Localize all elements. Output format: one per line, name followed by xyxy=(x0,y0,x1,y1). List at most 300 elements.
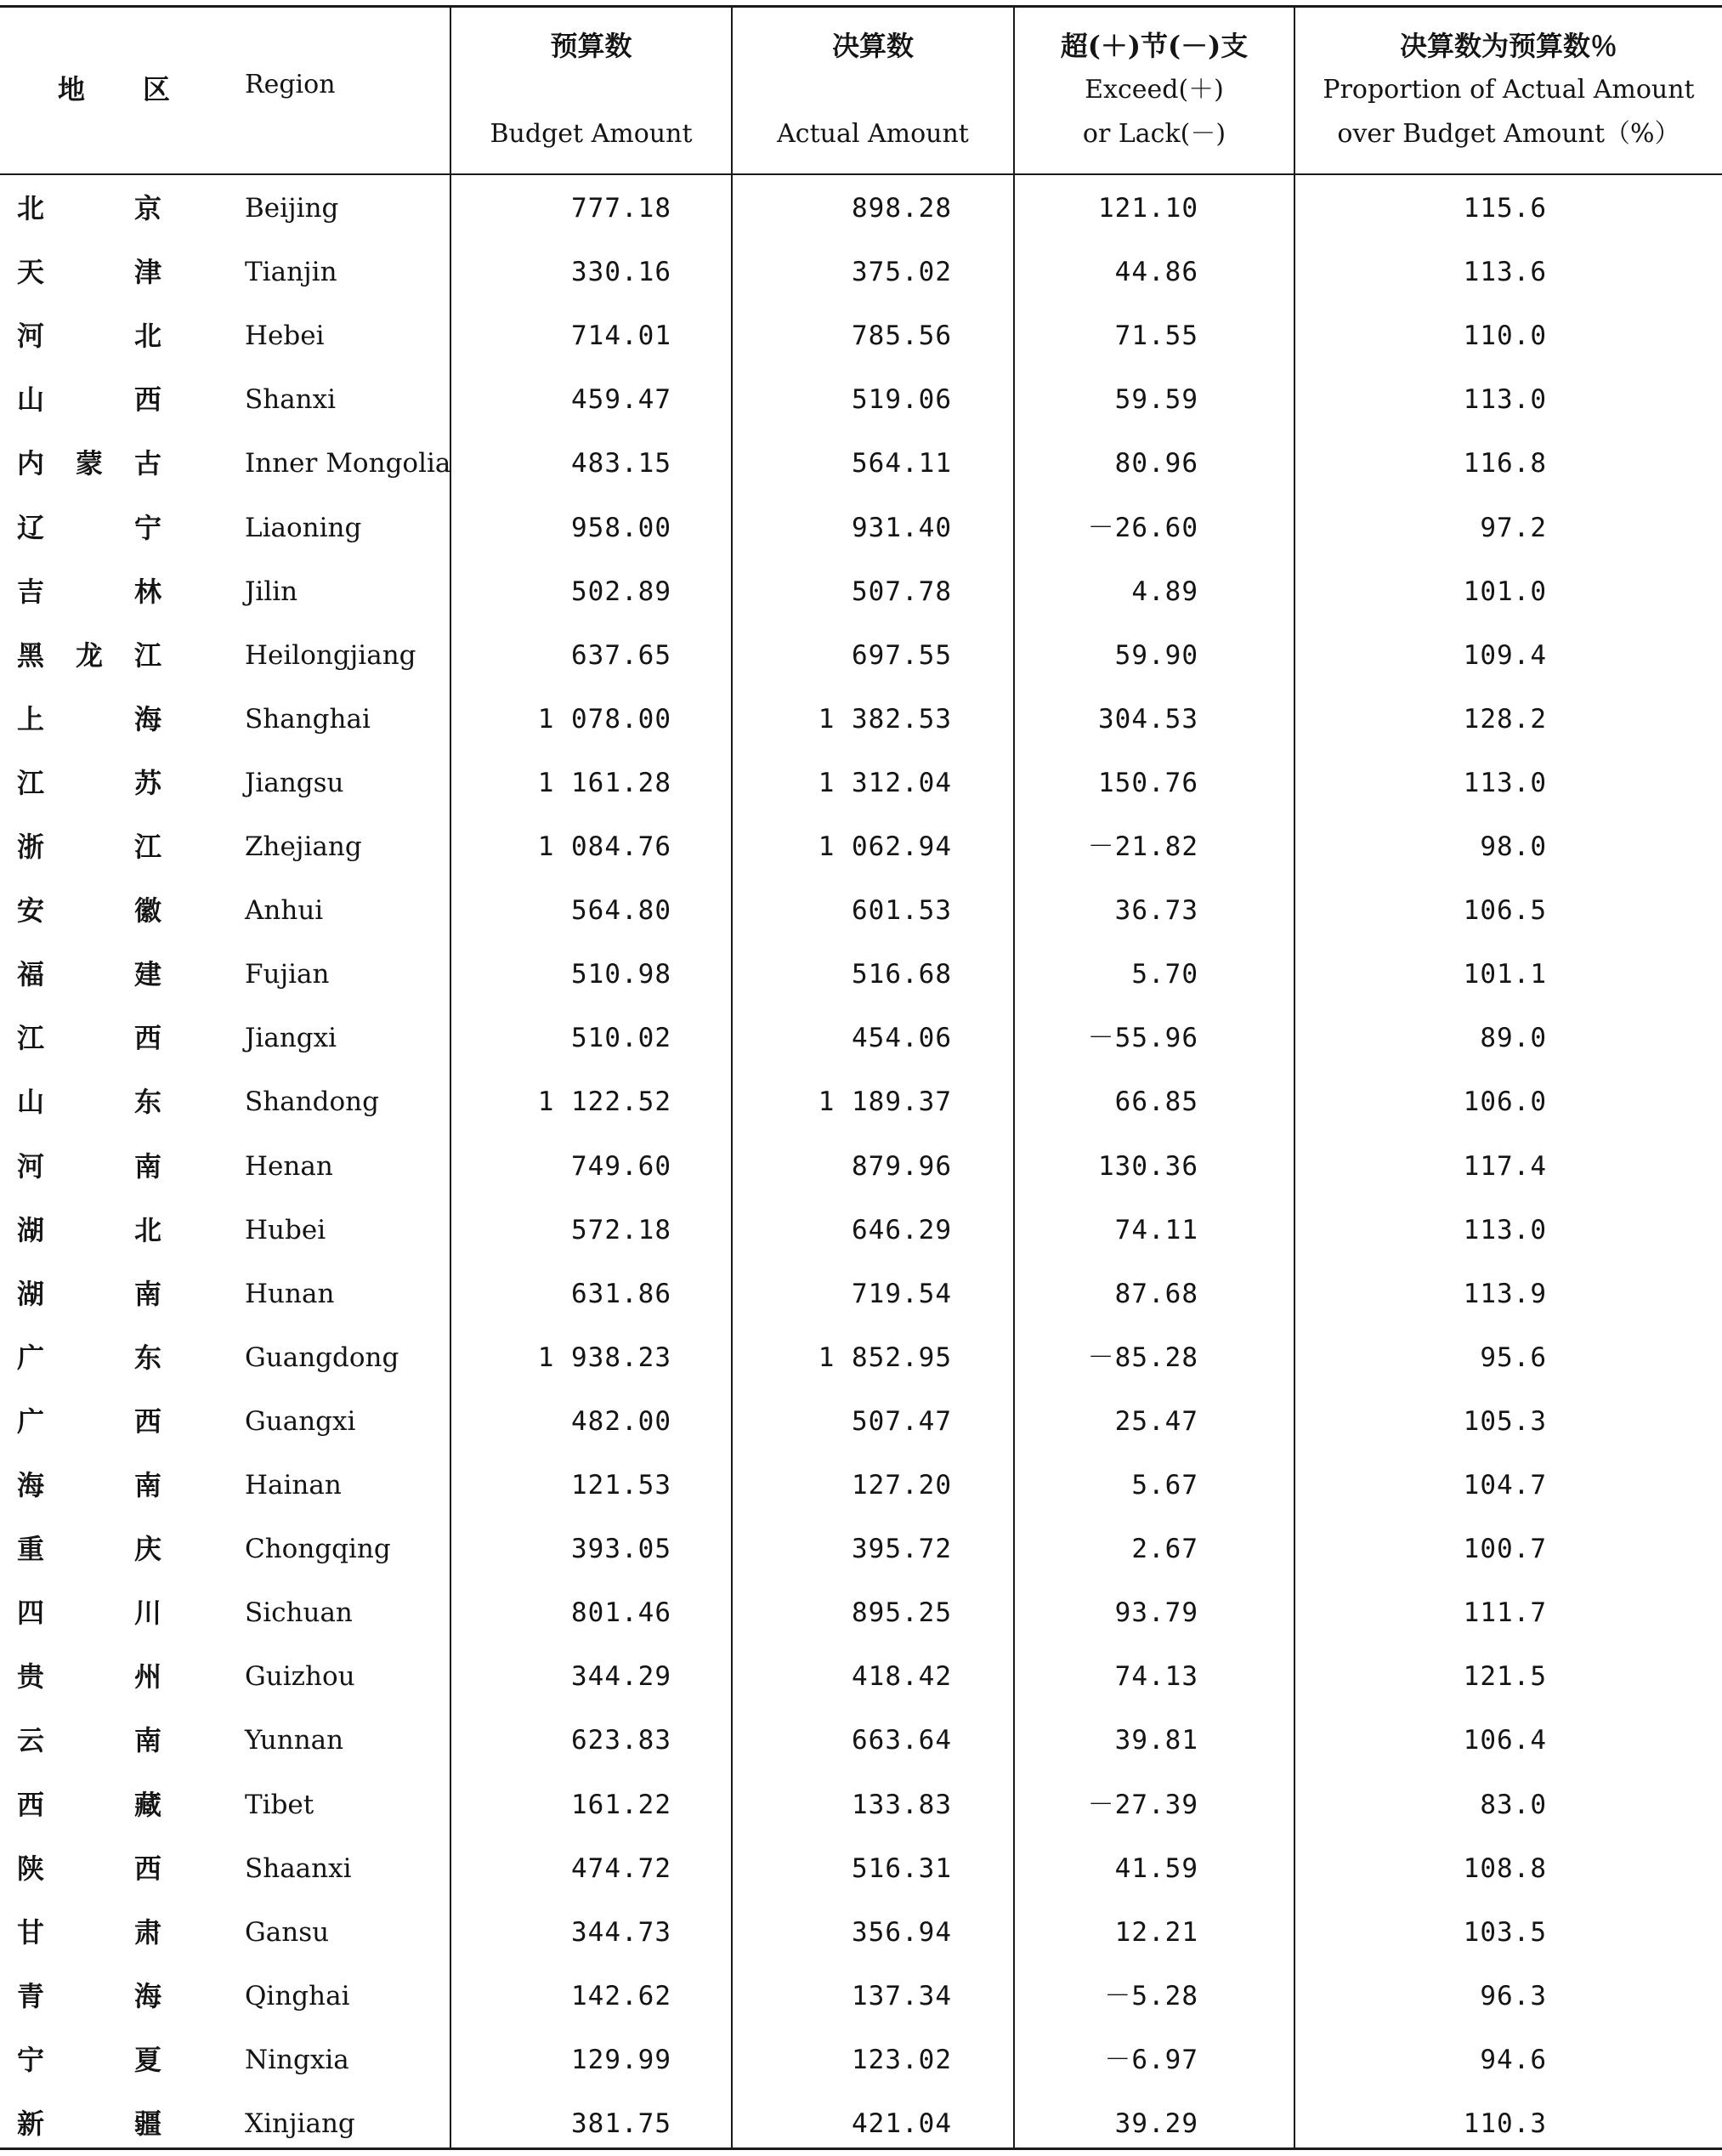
region-name-en: Tianjin xyxy=(245,257,337,288)
actual-amount: 646.29 xyxy=(852,1214,952,1245)
actual-over-budget-percent: 108.8 xyxy=(1463,1852,1547,1884)
table-row xyxy=(0,815,1722,879)
difference-amount: 36.73 xyxy=(1114,895,1198,927)
region-name-zh xyxy=(17,1645,161,1709)
region-name-en: Hainan xyxy=(245,1470,342,1501)
table-row xyxy=(0,1454,1722,1518)
region-name-zh xyxy=(17,1709,161,1773)
actual-over-budget-percent: 106.5 xyxy=(1463,895,1547,927)
budget-amount: 161.22 xyxy=(571,1789,671,1820)
budget-amount: 474.72 xyxy=(571,1852,671,1884)
actual-amount: 898.28 xyxy=(852,193,952,224)
actual-over-budget-percent: 100.7 xyxy=(1463,1534,1547,1565)
actual-over-budget-percent: 83.0 xyxy=(1480,1789,1547,1820)
region-name-zh xyxy=(17,1135,161,1199)
region-name-zh-char: 西 xyxy=(133,1404,161,1438)
region-name-zh-char: 西 xyxy=(133,1022,161,1055)
region-name-zh-char: 东 xyxy=(133,1341,161,1374)
difference-amount: －26.60 xyxy=(1087,512,1198,543)
header-budget xyxy=(451,24,731,156)
region-name-zh xyxy=(17,304,161,368)
budget-amount: 393.05 xyxy=(571,1534,671,1565)
region-name-zh-char: 东 xyxy=(133,1086,161,1119)
actual-amount: 895.25 xyxy=(852,1597,952,1629)
region-name-zh-char: 南 xyxy=(133,1724,161,1757)
region-name-en: Tibet xyxy=(245,1789,314,1820)
table-row xyxy=(0,1326,1722,1390)
region-name-zh-char: 安 xyxy=(17,894,45,928)
budget-amount: 958.00 xyxy=(571,512,671,543)
actual-over-budget-percent: 106.0 xyxy=(1463,1087,1547,1118)
region-name-zh-char: 新 xyxy=(17,2108,45,2140)
actual-over-budget-percent: 104.7 xyxy=(1463,1470,1547,1501)
region-name-zh-char: 广 xyxy=(17,1404,45,1438)
actual-amount: 418.42 xyxy=(852,1661,952,1693)
actual-amount: 697.55 xyxy=(852,639,952,671)
region-name-zh xyxy=(17,177,161,241)
difference-amount: 4.89 xyxy=(1131,576,1198,607)
region-name-en: Fujian xyxy=(245,959,330,990)
region-name-zh xyxy=(17,432,161,496)
header-budget-zh: 预算数 xyxy=(550,30,632,62)
region-name-zh-char: 津 xyxy=(133,256,161,289)
budget-amount: 142.62 xyxy=(571,1980,671,2011)
region-name-zh-char: 江 xyxy=(17,766,45,799)
difference-amount: 66.85 xyxy=(1114,1087,1198,1118)
region-name-zh xyxy=(17,1262,161,1326)
table-row xyxy=(0,368,1722,432)
header-bottom-rule xyxy=(0,173,1722,175)
header-actual-en: Actual Amount xyxy=(777,119,969,149)
actual-over-budget-percent: 117.4 xyxy=(1463,1150,1547,1182)
region-name-zh xyxy=(17,241,161,304)
difference-amount: 25.47 xyxy=(1114,1405,1198,1437)
table-row xyxy=(0,496,1722,560)
region-name-zh-char: 吉 xyxy=(17,575,45,608)
table-top-rule xyxy=(0,5,1722,8)
region-name-zh-char: 宁 xyxy=(133,511,161,544)
budget-amount: 1 078.00 xyxy=(537,703,671,735)
budget-amount: 381.75 xyxy=(571,2108,671,2139)
difference-amount: 304.53 xyxy=(1098,703,1198,735)
difference-amount: 71.55 xyxy=(1114,321,1198,352)
header-region-en: Region xyxy=(245,70,336,99)
table-row xyxy=(0,1262,1722,1326)
region-name-zh xyxy=(17,2028,161,2092)
actual-over-budget-percent: 111.7 xyxy=(1463,1597,1547,1629)
header-actual xyxy=(733,24,1013,156)
actual-amount: 375.02 xyxy=(852,257,952,288)
difference-amount: 150.76 xyxy=(1098,767,1198,798)
difference-amount: －85.28 xyxy=(1087,1342,1198,1373)
actual-over-budget-percent: 98.0 xyxy=(1480,831,1547,862)
actual-over-budget-percent: 113.6 xyxy=(1463,257,1547,288)
actual-amount: 454.06 xyxy=(852,1023,952,1054)
region-name-en: Hunan xyxy=(245,1278,335,1309)
region-name-zh-char: 京 xyxy=(133,192,161,224)
region-name-zh-char: 内 xyxy=(17,447,45,480)
region-name-en: Shanghai xyxy=(245,703,371,735)
difference-amount: 59.90 xyxy=(1114,639,1198,671)
actual-over-budget-percent: 101.1 xyxy=(1463,959,1547,990)
budget-amount: 483.15 xyxy=(571,448,671,479)
header-percentage xyxy=(1295,24,1722,156)
region-name-zh xyxy=(17,943,161,1007)
actual-over-budget-percent: 113.0 xyxy=(1463,384,1547,416)
table-row xyxy=(0,688,1722,752)
region-name-zh-char: 山 xyxy=(17,1086,45,1119)
region-name-zh-char: 徽 xyxy=(133,894,161,928)
table-row xyxy=(0,1773,1722,1837)
actual-amount: 663.64 xyxy=(852,1725,952,1756)
region-name-zh-char: 庆 xyxy=(133,1533,161,1566)
budget-amount: 749.60 xyxy=(571,1150,671,1182)
region-name-zh xyxy=(17,879,161,943)
region-name-en: Henan xyxy=(245,1150,333,1182)
table-row xyxy=(0,1199,1722,1262)
actual-over-budget-percent: 113.0 xyxy=(1463,767,1547,798)
region-name-zh xyxy=(17,1199,161,1262)
actual-amount: 395.72 xyxy=(852,1534,952,1565)
header-percentage-en-1: Proportion of Actual Amount xyxy=(1323,75,1695,105)
actual-amount: 785.56 xyxy=(852,321,952,352)
difference-amount: －21.82 xyxy=(1087,831,1198,862)
region-name-zh-char: 州 xyxy=(133,1660,161,1694)
region-name-zh xyxy=(17,1007,161,1070)
table-row xyxy=(0,752,1722,815)
difference-amount: 5.70 xyxy=(1131,959,1198,990)
table-row xyxy=(0,1709,1722,1773)
region-name-en: Chongqing xyxy=(245,1534,391,1565)
region-name-zh-char: 川 xyxy=(133,1597,161,1630)
header-actual-zh: 决算数 xyxy=(831,30,914,62)
table-row xyxy=(0,1581,1722,1645)
region-name-zh-char: 林 xyxy=(133,575,161,608)
region-name-zh-char: 古 xyxy=(133,447,161,480)
region-name-zh-char: 河 xyxy=(17,320,45,353)
actual-amount: 421.04 xyxy=(852,2108,952,2139)
actual-amount: 516.68 xyxy=(852,959,952,990)
difference-amount: 87.68 xyxy=(1114,1278,1198,1309)
region-name-zh-char: 宁 xyxy=(17,2043,45,2076)
actual-over-budget-percent: 110.0 xyxy=(1463,321,1547,352)
region-name-zh xyxy=(17,1773,161,1837)
header-percentage-zh: 决算数为预算数％ xyxy=(1399,30,1617,62)
table-row xyxy=(0,1837,1722,1901)
difference-amount: 2.67 xyxy=(1131,1534,1198,1565)
region-name-zh-char: 河 xyxy=(17,1149,45,1183)
table-row xyxy=(0,2028,1722,2092)
region-name-en: Heilongjiang xyxy=(245,639,416,671)
actual-over-budget-percent: 94.6 xyxy=(1480,2044,1547,2075)
actual-amount: 356.94 xyxy=(852,1916,952,1948)
header-budget-en: Budget Amount xyxy=(490,119,693,149)
region-name-en: Zhejiang xyxy=(245,831,362,862)
table-row xyxy=(0,1135,1722,1199)
actual-amount: 516.31 xyxy=(852,1852,952,1884)
table-row xyxy=(0,1518,1722,1581)
budget-amount: 1 122.52 xyxy=(537,1087,671,1118)
actual-over-budget-percent: 115.6 xyxy=(1463,193,1547,224)
actual-amount: 931.40 xyxy=(852,512,952,543)
region-name-en: Jiangsu xyxy=(245,767,344,798)
actual-over-budget-percent: 106.4 xyxy=(1463,1725,1547,1756)
budget-amount: 344.29 xyxy=(571,1661,671,1693)
region-name-zh-char: 夏 xyxy=(133,2043,161,2076)
region-name-en: Inner Mongolia xyxy=(245,448,451,479)
budget-amount: 777.18 xyxy=(571,193,671,224)
difference-amount: 41.59 xyxy=(1114,1852,1198,1884)
actual-amount: 507.78 xyxy=(852,576,952,607)
budget-amount: 129.99 xyxy=(571,2044,671,2075)
table-row xyxy=(0,1007,1722,1070)
table-row xyxy=(0,241,1722,304)
header-difference-zh: 超(＋)节(－)支 xyxy=(1060,30,1249,62)
header-difference xyxy=(1015,24,1294,156)
region-name-zh-char: 海 xyxy=(17,1469,45,1501)
region-name-en: Jilin xyxy=(245,576,298,607)
budget-amount: 1 938.23 xyxy=(537,1342,671,1373)
region-name-zh-char: 青 xyxy=(17,1979,45,2012)
actual-amount: 1 312.04 xyxy=(818,767,952,798)
budget-amount: 637.65 xyxy=(571,639,671,671)
region-name-zh-char: 疆 xyxy=(133,2108,161,2140)
budget-amount: 482.00 xyxy=(571,1405,671,1437)
region-name-zh-char: 福 xyxy=(17,958,45,991)
region-name-zh xyxy=(17,560,161,624)
actual-amount: 719.54 xyxy=(852,1278,952,1309)
region-name-zh-char: 海 xyxy=(133,1979,161,2012)
region-name-zh xyxy=(17,1390,161,1454)
region-name-zh xyxy=(17,752,161,815)
region-name-zh-char: 天 xyxy=(17,256,45,289)
region-name-zh xyxy=(17,624,161,688)
actual-over-budget-percent: 113.0 xyxy=(1463,1214,1547,1245)
actual-over-budget-percent: 96.3 xyxy=(1480,1980,1547,2011)
budget-amount: 572.18 xyxy=(571,1214,671,1245)
actual-over-budget-percent: 113.9 xyxy=(1463,1278,1547,1309)
actual-over-budget-percent: 89.0 xyxy=(1480,1023,1547,1054)
difference-amount: 74.11 xyxy=(1114,1214,1198,1245)
region-name-zh-char: 黑 xyxy=(17,638,45,672)
region-name-zh xyxy=(17,1070,161,1134)
budget-amount: 714.01 xyxy=(571,321,671,352)
actual-over-budget-percent: 110.3 xyxy=(1463,2108,1547,2139)
region-name-zh-char: 海 xyxy=(133,702,161,735)
table-row xyxy=(0,1070,1722,1134)
budget-amount: 502.89 xyxy=(571,576,671,607)
budget-amount: 801.46 xyxy=(571,1597,671,1629)
region-name-en: Hubei xyxy=(245,1214,326,1245)
actual-amount: 1 382.53 xyxy=(818,703,952,735)
actual-amount: 507.47 xyxy=(852,1405,952,1437)
region-name-en: Ningxia xyxy=(245,2044,349,2075)
region-name-zh xyxy=(17,496,161,560)
region-name-zh-char: 北 xyxy=(133,1213,161,1246)
actual-over-budget-percent: 128.2 xyxy=(1463,703,1547,735)
region-name-zh xyxy=(17,1518,161,1581)
difference-amount: 44.86 xyxy=(1114,257,1198,288)
region-name-en: Qinghai xyxy=(245,1980,350,2011)
region-name-zh-char: 苏 xyxy=(133,766,161,799)
budget-amount: 510.98 xyxy=(571,959,671,990)
region-name-zh xyxy=(17,1326,161,1390)
actual-over-budget-percent: 105.3 xyxy=(1463,1405,1547,1437)
difference-amount: 74.13 xyxy=(1114,1661,1198,1693)
header-region-zh-2: 区 xyxy=(143,73,171,105)
region-name-zh xyxy=(17,2092,161,2156)
header-difference-en-2: or Lack(－) xyxy=(1082,119,1226,149)
actual-over-budget-percent: 109.4 xyxy=(1463,639,1547,671)
region-name-en: Guangdong xyxy=(245,1342,399,1373)
region-name-en: Liaoning xyxy=(245,512,362,543)
difference-amount: 39.29 xyxy=(1114,2108,1198,2139)
difference-amount: 12.21 xyxy=(1114,1916,1198,1948)
region-name-zh-char: 重 xyxy=(17,1533,45,1566)
table-row xyxy=(0,624,1722,688)
region-name-en: Shandong xyxy=(245,1087,379,1118)
region-name-zh xyxy=(17,1581,161,1645)
table-row xyxy=(0,560,1722,624)
region-name-en: Anhui xyxy=(245,895,324,927)
region-name-zh-char: 陕 xyxy=(17,1852,45,1885)
budget-amount: 510.02 xyxy=(571,1023,671,1054)
region-name-zh-char: 北 xyxy=(17,192,45,224)
table-row xyxy=(0,177,1722,241)
actual-amount: 133.83 xyxy=(852,1789,952,1820)
region-name-en: Shanxi xyxy=(245,384,337,416)
region-name-zh-char: 上 xyxy=(17,702,45,735)
difference-amount: 39.81 xyxy=(1114,1725,1198,1756)
table-row xyxy=(0,2092,1722,2156)
table-row xyxy=(0,943,1722,1007)
region-name-en: Xinjiang xyxy=(245,2108,355,2139)
region-name-zh xyxy=(17,1454,161,1518)
region-name-zh-char: 湖 xyxy=(17,1277,45,1310)
region-name-zh-char: 西 xyxy=(133,383,161,417)
region-name-zh xyxy=(17,1965,161,2028)
actual-over-budget-percent: 97.2 xyxy=(1480,512,1547,543)
region-name-en: Yunnan xyxy=(245,1725,344,1756)
region-name-zh-char: 北 xyxy=(133,320,161,353)
region-name-en: Beijing xyxy=(245,193,339,224)
region-name-zh-char: 浙 xyxy=(17,831,45,863)
region-name-zh xyxy=(17,688,161,752)
table-row xyxy=(0,879,1722,943)
region-name-zh-char: 江 xyxy=(133,638,161,672)
region-name-zh-char: 南 xyxy=(133,1149,161,1183)
region-name-en: Hebei xyxy=(245,321,325,352)
budget-amount: 623.83 xyxy=(571,1725,671,1756)
difference-amount: 93.79 xyxy=(1114,1597,1198,1629)
region-name-zh-char: 甘 xyxy=(17,1915,45,1949)
difference-amount: 130.36 xyxy=(1098,1150,1198,1182)
actual-amount: 127.20 xyxy=(852,1470,952,1501)
region-name-zh-char: 山 xyxy=(17,383,45,417)
region-name-en: Gansu xyxy=(245,1916,330,1948)
budget-amount: 564.80 xyxy=(571,895,671,927)
region-name-zh-char: 云 xyxy=(17,1724,45,1757)
region-name-zh-char: 辽 xyxy=(17,511,45,544)
table-row xyxy=(0,1645,1722,1709)
region-name-zh xyxy=(17,368,161,432)
region-name-zh-char: 江 xyxy=(17,1022,45,1055)
difference-amount: 80.96 xyxy=(1114,448,1198,479)
difference-amount: －27.39 xyxy=(1087,1789,1198,1820)
actual-over-budget-percent: 116.8 xyxy=(1463,448,1547,479)
difference-amount: 59.59 xyxy=(1114,384,1198,416)
actual-amount: 519.06 xyxy=(852,384,952,416)
actual-amount: 1 189.37 xyxy=(818,1087,952,1118)
actual-over-budget-percent: 101.0 xyxy=(1463,576,1547,607)
region-name-zh-char: 贵 xyxy=(17,1660,45,1694)
header-difference-en-1: Exceed(＋) xyxy=(1085,75,1224,105)
budget-amount: 1 161.28 xyxy=(537,767,671,798)
header-percentage-en-2: over Budget Amount（%） xyxy=(1337,119,1680,149)
region-name-en: Shaanxi xyxy=(245,1852,352,1884)
difference-amount: －55.96 xyxy=(1087,1023,1198,1054)
table-row xyxy=(0,432,1722,496)
table-row xyxy=(0,304,1722,368)
region-name-zh xyxy=(17,815,161,879)
region-name-zh-char: 南 xyxy=(133,1277,161,1310)
table-row xyxy=(0,1901,1722,1965)
table-row xyxy=(0,1965,1722,2028)
table-row xyxy=(0,1390,1722,1454)
region-name-en: Sichuan xyxy=(245,1597,353,1629)
budget-amount: 344.73 xyxy=(571,1916,671,1948)
budget-amount: 330.16 xyxy=(571,257,671,288)
actual-over-budget-percent: 103.5 xyxy=(1463,1916,1547,1948)
actual-amount: 601.53 xyxy=(852,895,952,927)
actual-amount: 564.11 xyxy=(852,448,952,479)
budget-amount: 1 084.76 xyxy=(537,831,671,862)
budget-amount: 121.53 xyxy=(571,1470,671,1501)
region-name-zh-char: 湖 xyxy=(17,1213,45,1246)
region-name-zh-char: 肃 xyxy=(133,1915,161,1949)
region-name-zh-char: 广 xyxy=(17,1341,45,1374)
region-name-en: Guizhou xyxy=(245,1661,355,1693)
difference-amount: 5.67 xyxy=(1131,1470,1198,1501)
region-name-zh-char: 南 xyxy=(133,1469,161,1501)
region-name-zh xyxy=(17,1901,161,1965)
actual-over-budget-percent: 121.5 xyxy=(1463,1661,1547,1693)
difference-amount: －6.97 xyxy=(1104,2044,1198,2075)
region-name-zh-char: 藏 xyxy=(133,1788,161,1821)
region-name-en: Jiangxi xyxy=(245,1023,337,1054)
actual-amount: 123.02 xyxy=(852,2044,952,2075)
difference-amount: 121.10 xyxy=(1098,193,1198,224)
actual-amount: 1 852.95 xyxy=(818,1342,952,1373)
actual-amount: 1 062.94 xyxy=(818,831,952,862)
actual-amount: 137.34 xyxy=(852,1980,952,2011)
difference-amount: －5.28 xyxy=(1104,1980,1198,2011)
region-name-zh-char: 建 xyxy=(133,958,161,991)
actual-amount: 879.96 xyxy=(852,1150,952,1182)
actual-over-budget-percent: 95.6 xyxy=(1480,1342,1547,1373)
region-name-zh-char: 西 xyxy=(133,1852,161,1885)
budget-amount: 459.47 xyxy=(571,384,671,416)
region-name-zh-char: 蒙 xyxy=(75,447,103,480)
region-name-zh-char: 西 xyxy=(17,1788,45,1821)
header-region-zh-1: 地 xyxy=(58,73,86,105)
region-name-zh xyxy=(17,1837,161,1901)
budget-amount: 631.86 xyxy=(571,1278,671,1309)
region-name-zh-char: 四 xyxy=(17,1597,45,1630)
region-name-zh-char: 龙 xyxy=(75,638,103,672)
region-name-zh-char: 江 xyxy=(133,831,161,863)
region-name-en: Guangxi xyxy=(245,1405,356,1437)
